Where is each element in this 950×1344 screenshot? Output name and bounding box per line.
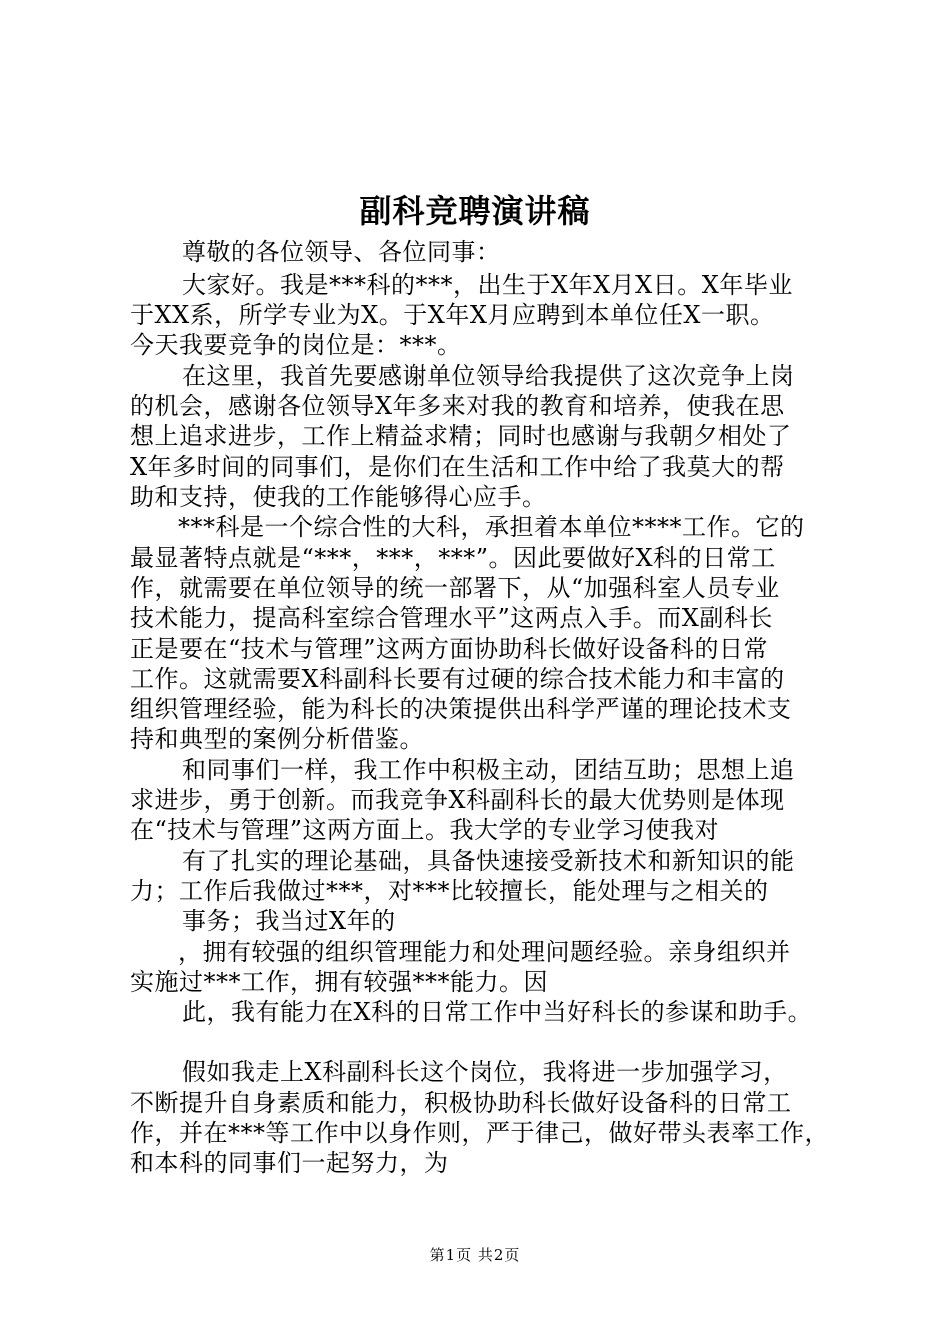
text-line: 在“技术与管理”这两方面上。我大学的专业学习使我对	[130, 816, 720, 844]
text-line: X年多时间的同事们，是你们在生活和工作中给了我莫大的帮	[130, 453, 785, 481]
text-line: 实施过***工作，拥有较强***能力。因	[130, 968, 548, 996]
text-line: 此，我有能力在X科的日常工作中当好科长的参谋和助手。	[182, 998, 813, 1026]
text-line: 作，并在***等工作中以身作则，严于律己，做好带头表率工作，	[130, 1119, 829, 1147]
text-line: 想上追求进步，工作上精益求精；同时也感谢与我朝夕相处了	[130, 422, 792, 450]
text-line: 力；工作后我做过***，对***比较擅长，能处理与之相关的	[130, 877, 769, 905]
text-line: 正是要在“技术与管理”这两方面协助科长做好设备科的日常	[130, 635, 769, 663]
text-line: 尊敬的各位领导、各位同事：	[182, 238, 501, 266]
text-line: 的机会，感谢各位领导X年多来对我的教育和培养，使我在思	[130, 392, 785, 420]
text-line: 在这里，我首先要感谢单位领导给我提供了这次竞争上岗	[182, 362, 795, 390]
text-line: 和本科的同事们一起努力，为	[130, 1149, 449, 1177]
text-line: 假如我走上X科副科长这个岗位，我将进一步加强学习，	[182, 1058, 788, 1086]
text-line: 于XX系，所学专业为X。于X年X月应聘到本单位任X一职。	[130, 301, 775, 329]
text-line: 不断提升自身素质和能力，积极协助科长做好设备科的日常工	[130, 1089, 792, 1117]
text-line: 最显著特点就是“***，***，***”。因此要做好X科的日常工	[130, 544, 776, 572]
text-line: 求进步，勇于创新。而我竞争X科副科长的最大优势则是体现	[130, 786, 785, 814]
text-line: 作，就需要在单位领导的统一部署下，从“加强科室人员专业	[130, 574, 780, 602]
text-line: 组织管理经验，能为科长的决策提供出科学严谨的理论技术支	[130, 695, 792, 723]
page-number-footer: 第1页 共2页	[429, 1246, 521, 1264]
text-line: 有了扎实的理论基础，具备快速接受新技术和新知识的能	[182, 847, 795, 875]
text-line: ，拥有较强的组织管理能力和处理问题经验。亲身组织并	[178, 938, 791, 966]
text-line: 今天我要竞争的岗位是：***。	[130, 331, 462, 359]
text-line: 工作。这就需要X科副科长要有过硬的综合技术能力和丰富的	[130, 665, 785, 693]
text-line: 事务；我当过X年的	[182, 907, 396, 935]
text-line: ***科是一个综合性的大科，承担着本单位****工作。它的	[178, 513, 805, 541]
text-line: 助和支持，使我的工作能够得心应手。	[130, 483, 547, 511]
document-title: 副科竞聘演讲稿	[359, 192, 591, 230]
text-line: 技术能力，提高科室综合管理水平”这两点入手。而X副科长	[130, 604, 773, 632]
text-line: 和同事们一样，我工作中积极主动，团结互助；思想上追	[182, 756, 795, 784]
text-line: 持和典型的案例分析借鉴。	[130, 725, 424, 753]
text-line: 大家好。我是***科的***，出生于X年X月X日。X年毕业	[182, 271, 793, 299]
